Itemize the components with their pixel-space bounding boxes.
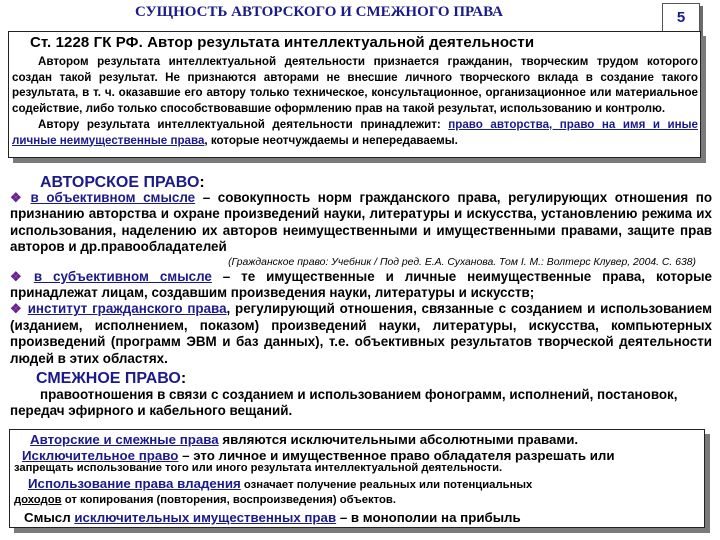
objective-text: – совокупность норм гражданского права, регулирующих отношения по признанию авторства и охране произведений науки, литературы и искусства, установлению режима их использования, наделению их авторов неимущественными и имущественными правами, защите прав авторов и др.правообладателей bbox=[10, 190, 712, 255]
copyright-body bbox=[10, 190, 712, 367]
related-heading bbox=[36, 370, 186, 388]
related-colon: : bbox=[180, 370, 187, 387]
slide-title: СУЩНОСТЬ АВТОРСКОГО И СМЕЖНОГО ПРАВА bbox=[135, 4, 503, 20]
summary-term-1: Авторские и смежные права bbox=[30, 432, 219, 447]
subjective-term: в субъективном смысле bbox=[33, 268, 212, 284]
copyright-colon: : bbox=[199, 174, 205, 191]
related-body bbox=[10, 387, 710, 420]
summary-text-4: означает получение реальных или потенциальных bbox=[240, 479, 533, 491]
summary-text-6: – в монополии на прибыль bbox=[336, 510, 521, 525]
citation: (Гражданское право: Учебник / Под ред. Е.А. Суханова. Том I. М.: Волтерс Клувер, 2004. С. 638) bbox=[228, 256, 696, 268]
article-para1: Автором результата интеллектуальной деятельности признается гражданин, творческим трудом которого создан такой результат. Не признаются авторами не внесшие личного творческого вклада в создание такого результата, в т. ч. оказавшие его автору только техническое, консультационное, организационное или материальное содействие, либо только способствовавшие оформлению прав на такой результат, использованию и контролю. bbox=[12, 55, 698, 116]
article-box bbox=[8, 31, 701, 158]
related-text: правоотношения в связи с созданием и использованием фонограмм, исполнений, постановок, передач эфирного и кабельного вещаний. bbox=[10, 387, 678, 419]
summary-term-4: Использование права владения bbox=[28, 476, 241, 491]
summary-line-2 bbox=[22, 448, 615, 463]
summary-term-6: исключительных имущественных прав bbox=[74, 510, 337, 525]
related-title: СМЕЖНОЕ ПРАВО bbox=[36, 370, 181, 387]
summary-start-6: Смысл bbox=[24, 510, 75, 525]
copyright-title: АВТОРСКОЕ ПРАВО bbox=[40, 174, 200, 191]
summary-term-5: доходов bbox=[14, 494, 62, 506]
summary-line-6 bbox=[24, 510, 521, 525]
diamond-bullet-icon: ❖ bbox=[10, 268, 29, 284]
article-heading: Ст. 1228 ГК РФ. Автор результата интеллектуальной деятельности bbox=[30, 34, 535, 51]
summary-text-1: являются исключительными абсолютными правами. bbox=[218, 432, 579, 447]
subjective-text: – те имущественные и личные неимущественные права, которые принадлежат лицам, создавшим произведения науки, литературы и искусств; bbox=[10, 268, 712, 301]
article-para2-end: , которые неотчуждаемы и непередаваемы. bbox=[204, 133, 458, 147]
summary-text-2: – это личное и имущественное право обладателя разрешать или bbox=[178, 448, 615, 463]
summary-term-2: Исключительное право bbox=[22, 448, 179, 463]
summary-text-5: от копирования (повторения, воспроизведения) объектов. bbox=[61, 494, 397, 506]
summary-line-3: запрещать использование того или иного результата интеллектуальной деятельности. bbox=[14, 462, 503, 474]
summary-line-4 bbox=[28, 476, 532, 491]
summary-line-1 bbox=[30, 432, 578, 447]
article-para2-start: Автору результата интеллектуальной деятельности принадлежит: bbox=[38, 117, 449, 131]
page-number-badge: 5 bbox=[662, 3, 700, 33]
institute-text: , регулирующий отношения, связанные с созданием и использованием (изданием, исполнением, показом) произведений науки, литературы, искусства, компьютерных произведений (программ ЭВМ и баз данных), т.е. объективных результатов творческой деятельности людей в этих областях. bbox=[10, 301, 713, 366]
diamond-bullet-icon: ❖ bbox=[10, 190, 26, 205]
article-text bbox=[12, 54, 698, 148]
diamond-bullet-icon: ❖ bbox=[10, 301, 23, 317]
summary-box bbox=[9, 429, 705, 528]
article-rights: право авторства, право на имя и иные личные неимущественные права bbox=[12, 117, 698, 147]
objective-term: в объективном смысле bbox=[30, 190, 196, 205]
institute-term: институт гражданского права bbox=[27, 301, 227, 317]
summary-line-5 bbox=[14, 494, 396, 506]
